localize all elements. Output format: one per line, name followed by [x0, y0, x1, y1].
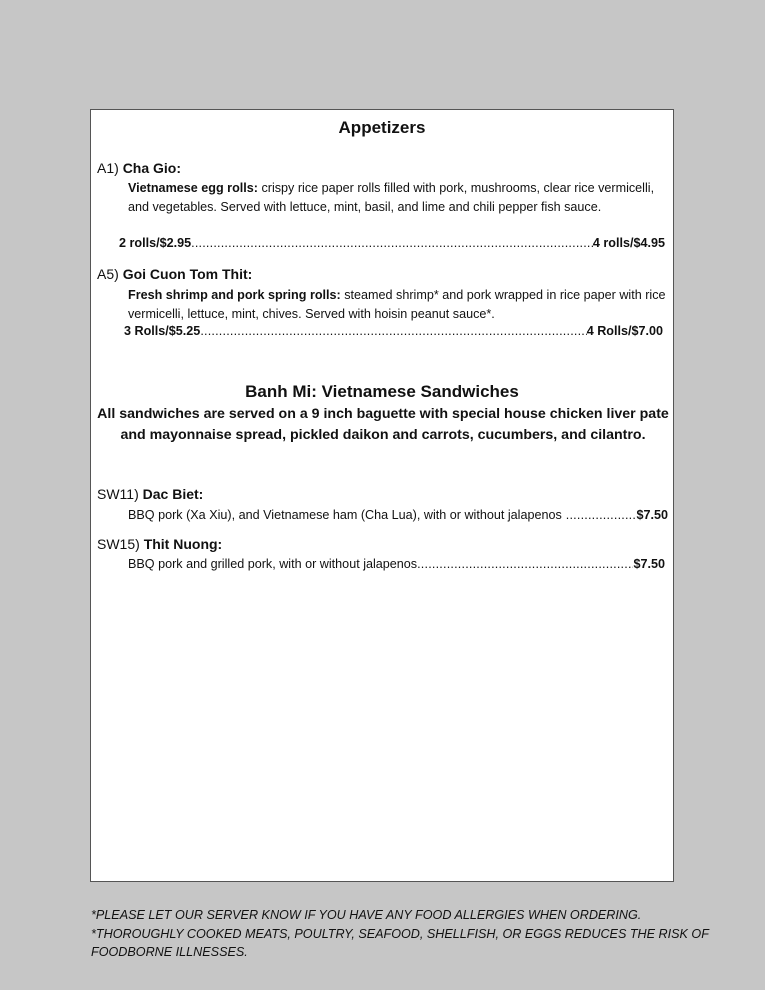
item-code: A5) — [97, 266, 119, 282]
item-name: Goi Cuon Tom Thit: — [122, 266, 253, 282]
item-name: Cha Gio: — [122, 160, 182, 176]
price-small: 2 rolls/$2.95 — [119, 236, 192, 250]
menu-item-dac-biet-line — [128, 508, 668, 522]
disclaimer-allergies: *PLEASE LET OUR SERVER KNOW IF YOU HAVE ANY FOOD ALLERGIES WHEN ORDERING. — [91, 908, 642, 922]
menu-item-cha-gio-description — [128, 179, 668, 217]
item-name: Dac Biet: — [142, 486, 204, 502]
allergy-disclaimer — [91, 906, 711, 962]
menu-page — [90, 109, 674, 882]
item-price: $7.50 — [636, 508, 668, 522]
dot-leader — [417, 557, 633, 571]
item-code: SW15) — [97, 536, 140, 552]
menu-item-thit-nuong-line — [128, 557, 665, 571]
description-lead: Fresh shrimp and pork spring rolls: — [128, 288, 341, 302]
item-name: Thit Nuong: — [143, 536, 223, 552]
menu-item-cha-gio-heading — [97, 160, 181, 176]
menu-item-dac-biet-heading — [97, 486, 203, 502]
menu-item-goi-cuon-heading — [97, 266, 252, 282]
item-code: SW11) — [97, 486, 139, 502]
item-price: $7.50 — [633, 557, 665, 571]
menu-item-goi-cuon-description — [128, 286, 668, 324]
menu-item-goi-cuon-prices — [124, 324, 663, 338]
menu-item-thit-nuong-heading — [97, 536, 222, 552]
description-text: steamed shrimp* and pork wrapped in rice paper with rice vermicelli, lettuce, mint, chives. Served with hoisin peanut sauce*. — [128, 288, 666, 321]
menu-item-cha-gio-prices — [119, 236, 665, 250]
dot-leader — [566, 508, 637, 522]
price-large: 4 rolls/$4.95 — [592, 236, 665, 250]
description-lead: Vietnamese egg rolls: — [128, 181, 258, 195]
price-small: 3 Rolls/$5.25 — [124, 324, 201, 338]
disclaimer-cooking: *THOROUGHLY COOKED MEATS, POULTRY, SEAFOOD, SHELLFISH, OR EGGS REDUCES THE RISK OF FOODBORNE ILLNESSES. — [91, 926, 709, 959]
sandwiches-title: Banh Mi: Vietnamese Sandwiches — [245, 382, 519, 401]
item-code: A1) — [97, 160, 119, 176]
appetizers-title: Appetizers — [338, 118, 426, 137]
description-text: crispy rice paper rolls filled with pork, mushrooms, clear rice vermicelli, and vegetables. Served with lettuce, mint, basil, and lime and chili pepper fish sauce. — [128, 181, 655, 214]
price-large: 4 Rolls/$7.00 — [586, 324, 663, 338]
item-description: BBQ pork (Xa Xiu), and Vietnamese ham (Cha Lua), with or without jalapenos — [128, 508, 562, 522]
dot-leader — [200, 324, 586, 338]
dot-leader — [191, 236, 593, 250]
item-description: BBQ pork and grilled pork, with or without jalapenos — [128, 557, 418, 571]
sandwiches-intro: All sandwiches are served on a 9 inch baguette with special house chicken liver pate and mayonnaise spread, pickled daikon and carrots, cucumbers, and cilantro. — [97, 406, 669, 443]
